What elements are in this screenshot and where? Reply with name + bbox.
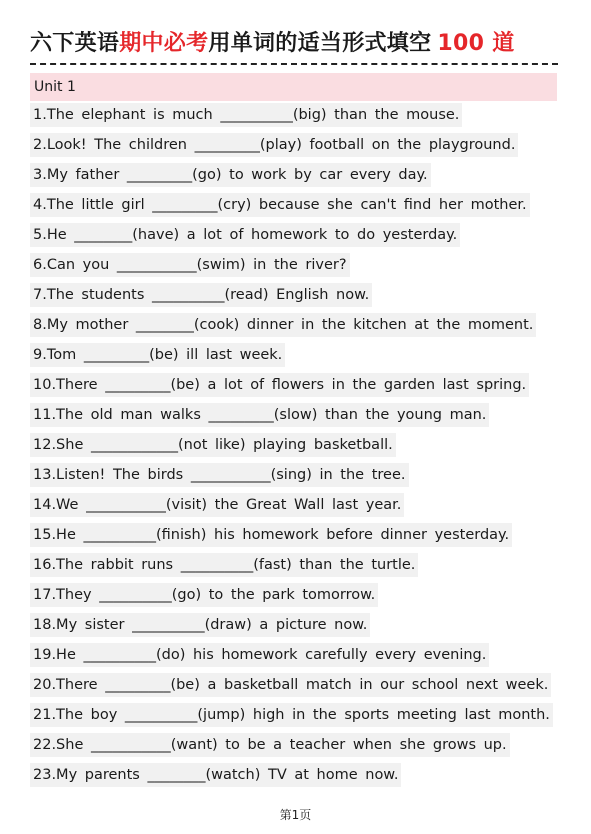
exercise-text: 3.My father _________(go) to work by car every day.: [30, 163, 431, 187]
page-number: 第1页: [279, 808, 312, 822]
title-part-1: 六下英语: [30, 31, 120, 56]
exercise-item: [30, 433, 562, 457]
exercise-text: 16.The rabbit runs __________(fast) than the turtle.: [30, 553, 418, 577]
exercise-text: 20.There _________(be) a basketball match in our school next week.: [30, 673, 551, 697]
exercise-item: [30, 463, 562, 487]
exercise-text: 9.Tom _________(be) ill last week.: [30, 343, 285, 367]
exercise-list: [30, 103, 562, 793]
exercise-text: 21.The boy __________(jump) high in the sports meeting last month.: [30, 703, 553, 727]
title-part-2: 期中必考: [119, 31, 209, 56]
exercise-item: [30, 193, 562, 217]
title-part-4: 100 道: [437, 31, 515, 56]
exercise-item: [30, 763, 562, 787]
exercise-text: 19.He __________(do) his homework carefully every evening.: [30, 643, 489, 667]
exercise-item: [30, 163, 562, 187]
exercise-text: 1.The elephant is much __________(big) than the mouse.: [30, 103, 462, 127]
exercise-item: [30, 103, 562, 127]
exercise-item: [30, 223, 562, 247]
exercise-item: [30, 703, 562, 727]
exercise-item: [30, 343, 562, 367]
exercise-text: 2.Look! The children _________(play) football on the playground.: [30, 133, 518, 157]
exercise-item: [30, 673, 562, 697]
exercise-item: [30, 493, 562, 517]
exercise-item: [30, 733, 562, 757]
exercise-text: 14.We ___________(visit) the Great Wall last year.: [30, 493, 404, 517]
exercise-text: 15.He __________(finish) his homework before dinner yesterday.: [30, 523, 512, 547]
unit-header: Unit 1: [30, 73, 557, 101]
title-divider: [30, 63, 558, 65]
exercise-item: [30, 523, 562, 547]
exercise-item: [30, 583, 562, 607]
exercise-item: [30, 403, 562, 427]
exercise-item: [30, 373, 562, 397]
exercise-item: [30, 613, 562, 637]
exercise-item: [30, 133, 562, 157]
exercise-item: [30, 643, 562, 667]
exercise-text: 11.The old man walks _________(slow) than the young man.: [30, 403, 489, 427]
exercise-text: 13.Listen! The birds ___________(sing) in the tree.: [30, 463, 409, 487]
worksheet-title: [30, 29, 562, 59]
exercise-text: 12.She ____________(not like) playing basketball.: [30, 433, 396, 457]
exercise-text: 18.My sister __________(draw) a picture now.: [30, 613, 370, 637]
title-part-3: 用单词的适当形式填空: [208, 31, 432, 56]
exercise-item: [30, 553, 562, 577]
exercise-text: 5.He ________(have) a lot of homework to do yesterday.: [30, 223, 460, 247]
exercise-item: [30, 253, 562, 277]
exercise-text: 4.The little girl _________(cry) because she can't find her mother.: [30, 193, 530, 217]
exercise-text: 22.She ___________(want) to be a teacher when she grows up.: [30, 733, 510, 757]
exercise-item: [30, 313, 562, 337]
exercise-text: 7.The students __________(read) English now.: [30, 283, 372, 307]
exercise-text: 17.They __________(go) to the park tomorrow.: [30, 583, 378, 607]
exercise-text: 8.My mother ________(cook) dinner in the kitchen at the moment.: [30, 313, 536, 337]
exercise-text: 6.Can you ___________(swim) in the river?: [30, 253, 350, 277]
exercise-text: 10.There _________(be) a lot of flowers in the garden last spring.: [30, 373, 529, 397]
exercise-text: 23.My parents ________(watch) TV at home now.: [30, 763, 401, 787]
exercise-item: [30, 283, 562, 307]
